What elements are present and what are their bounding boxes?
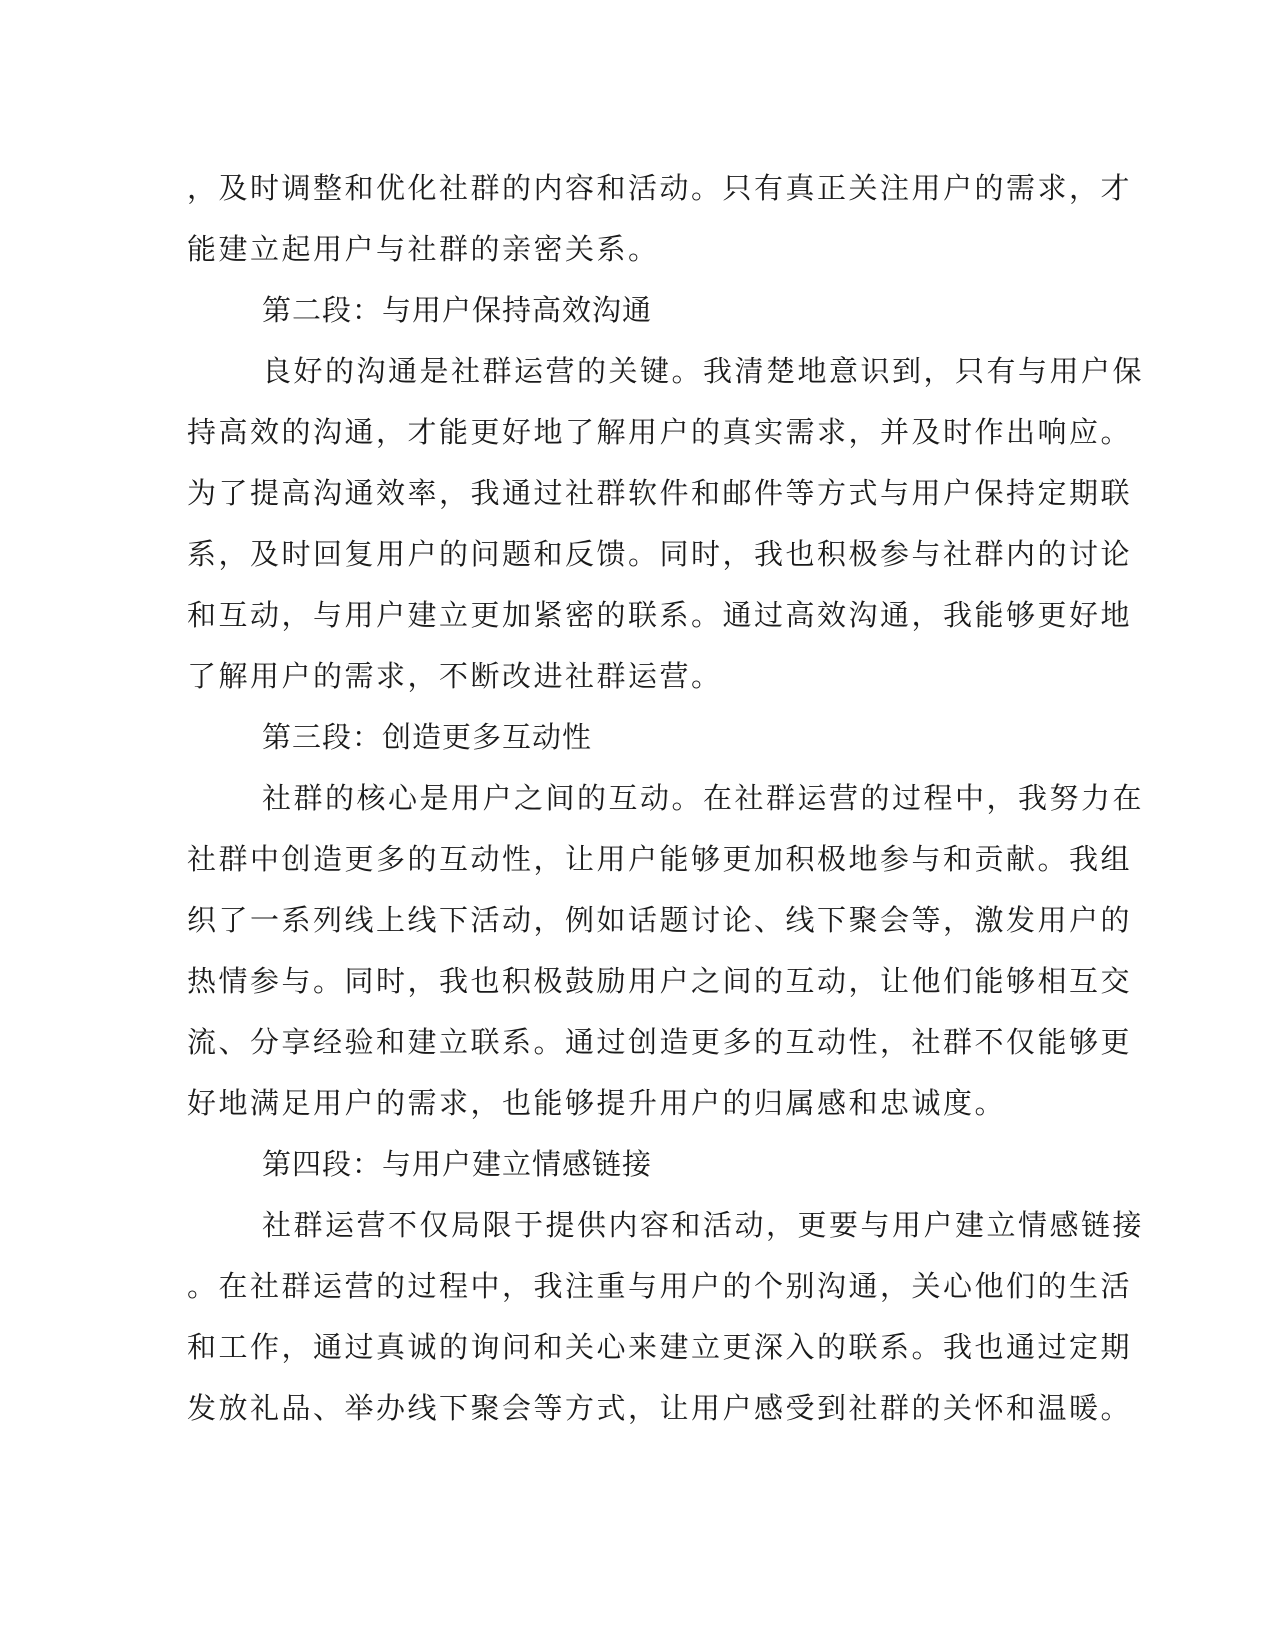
- body-line: 织了一系列线上线下活动，例如话题讨论、线下聚会等，激发用户的: [187, 903, 1133, 937]
- body-line: ，及时调整和优化社群的内容和活动。只有真正关注用户的需求，才: [187, 171, 1133, 205]
- body-line: 和互动，与用户建立更加紧密的联系。通过高效沟通，我能够更好地: [187, 598, 1133, 632]
- document-body: [187, 158, 1145, 1439]
- body-line: 发放礼品、举办线下聚会等方式，让用户感受到社群的关怀和温暖。: [187, 1391, 1133, 1425]
- body-line: 和工作，通过真诚的询问和关心来建立更深入的联系。我也通过定期: [187, 1330, 1133, 1364]
- body-line: 了解用户的需求，不断改进社群运营。: [187, 659, 723, 693]
- body-line: 社群中创造更多的互动性，让用户能够更加积极地参与和贡献。我组: [187, 842, 1133, 876]
- body-line: 为了提高沟通效率，我通过社群软件和邮件等方式与用户保持定期联: [187, 476, 1133, 510]
- body-line: 系，及时回复用户的问题和反馈。同时，我也积极参与社群内的讨论: [187, 537, 1133, 571]
- body-line: 热情参与。同时，我也积极鼓励用户之间的互动，让他们能够相互交: [187, 964, 1133, 998]
- section-heading: 第三段：创造更多互动性: [262, 720, 593, 754]
- section-heading: 第四段：与用户建立情感链接: [262, 1147, 653, 1181]
- body-line: 社群的核心是用户之间的互动。在社群运营的过程中，我努力在: [262, 781, 1145, 815]
- body-line: 能建立起用户与社群的亲密关系。: [187, 232, 660, 266]
- body-line: 社群运营不仅局限于提供内容和活动，更要与用户建立情感链接: [262, 1208, 1145, 1242]
- body-line: 良好的沟通是社群运营的关键。我清楚地意识到，只有与用户保: [262, 354, 1145, 388]
- body-line: 持高效的沟通，才能更好地了解用户的真实需求，并及时作出响应。: [187, 415, 1133, 449]
- section-heading: 第二段：与用户保持高效沟通: [262, 293, 653, 327]
- body-line: 流、分享经验和建立联系。通过创造更多的互动性，社群不仅能够更: [187, 1025, 1133, 1059]
- body-line: 。在社群运营的过程中，我注重与用户的个别沟通，关心他们的生活: [187, 1269, 1133, 1303]
- body-line: 好地满足用户的需求，也能够提升用户的归属感和忠诚度。: [187, 1086, 1007, 1120]
